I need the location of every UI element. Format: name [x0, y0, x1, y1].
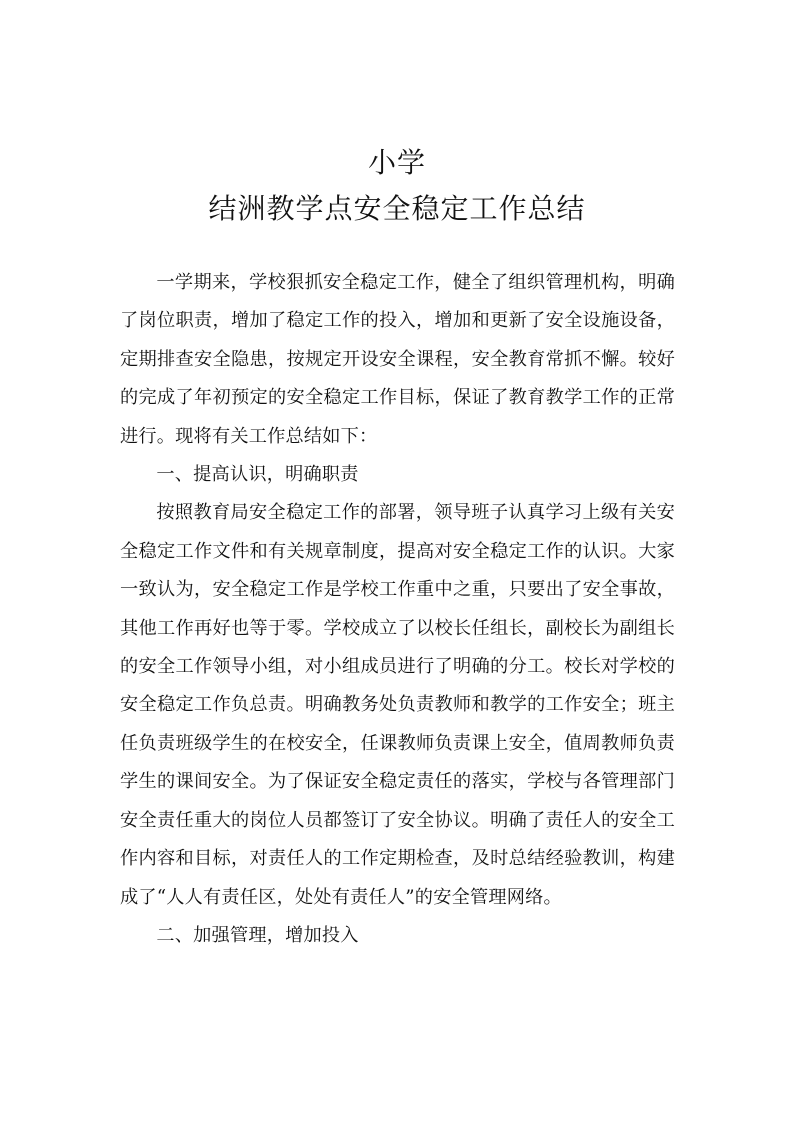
- title-block: [0, 140, 794, 232]
- document-body: [120, 264, 675, 955]
- section-1-paragraph: 按照教育局安全稳定工作的部署，领导班子认真学习上级有关安全稳定工作文件和有关规章制度，提高对安全稳定工作的认识。大家一致认为，安全稳定工作是学校工作重中之重，只要出了安全事故，其他工作再好也等于零。学校成立了以校长任组长，副校长为副组长的安全工作领导小组，对小组成员进行了明确的分工。校长对学校的安全稳定工作负总责。明确教务处负责教师和教学的工作安全；班主任负责班级学生的在校安全，任课教师负责课上安全，值周教师负责学生的课间安全。为了保证安全稳定责任的落实，学校与各管理部门安全责任重大的岗位人员都签订了安全协议。明确了责任人的安全工作内容和目标，对责任人的工作定期检查，及时总结经验教训，构建成了“人人有责任区，处处有责任人”的安全管理网络。: [120, 502, 675, 908]
- section-heading-1: 一、提高认识，明确职责: [156, 464, 359, 486]
- section-heading-2: 二、加强管理，增加投入: [156, 924, 359, 946]
- intro-paragraph: 一学期来，学校狠抓安全稳定工作，健全了组织管理机构，明确了岗位职责，增加了稳定工作的投入，增加和更新了安全设施设备，定期排查安全隐患，按规定开设安全课程，安全教育常抓不懈。较好的完成了年初预定的安全稳定工作目标，保证了教育教学工作的正常进行。现将有关工作总结如下：: [120, 272, 675, 447]
- title-line-1: 小学: [367, 146, 426, 179]
- document-title: 结洲教学点安全稳定工作总结: [208, 192, 586, 225]
